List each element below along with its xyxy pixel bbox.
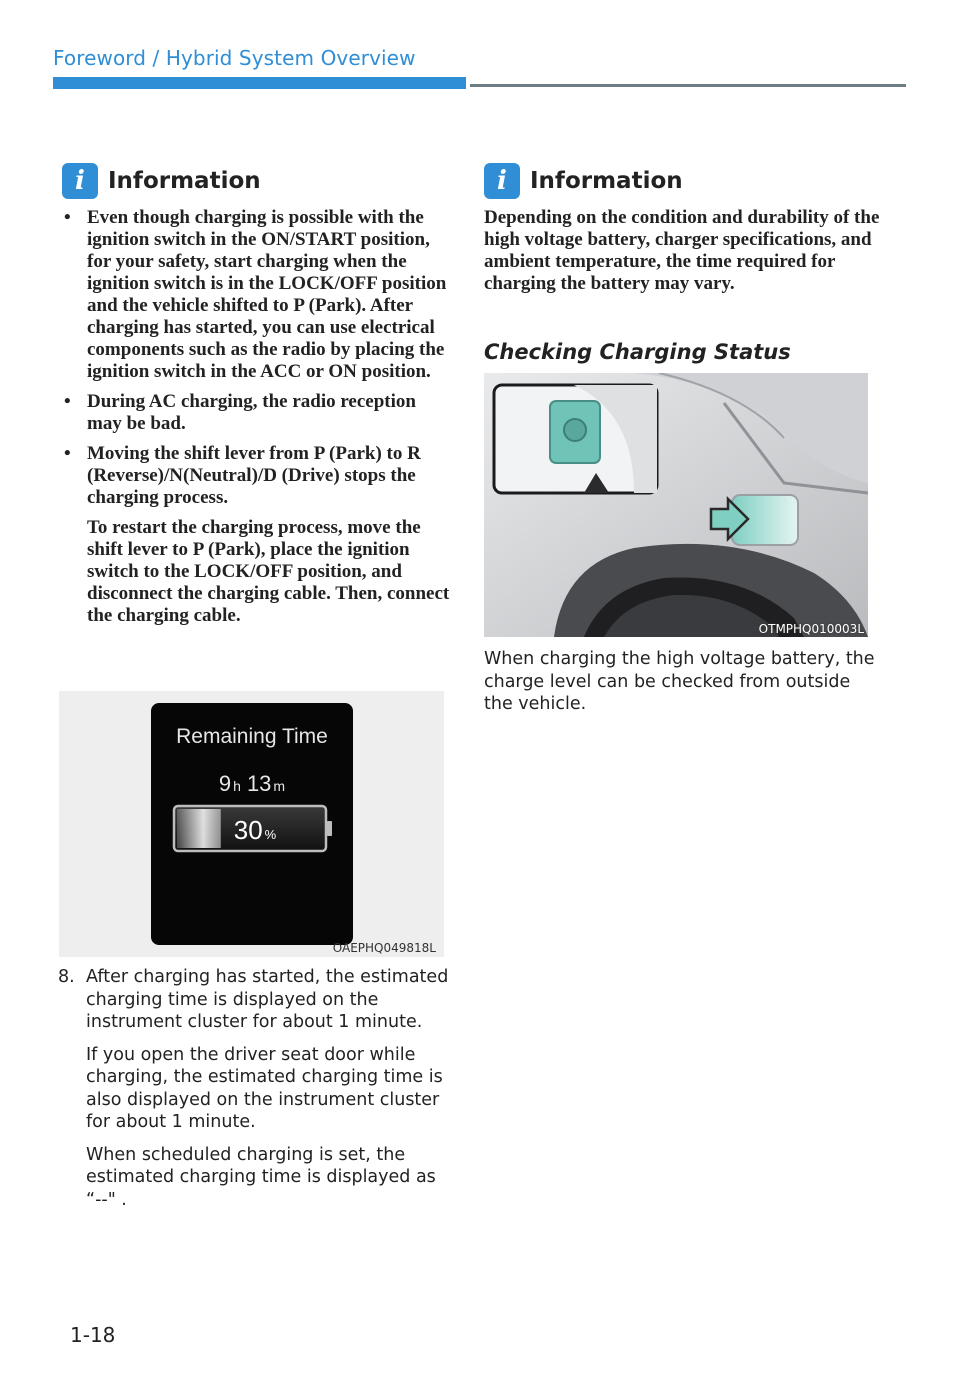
step-paragraph: If you open the driver seat door while charging, the estimated charging time is also displayed on the instrument cluster for about 1 minute. <box>86 1044 443 1132</box>
time-minutes-unit: m <box>273 778 286 794</box>
charging-port-figure <box>484 373 868 637</box>
figure-code: OTMPHQ010003L <box>758 622 864 636</box>
page-number: 1-18 <box>70 1323 116 1347</box>
charge-indicator-light <box>564 419 586 441</box>
step-paragraph: When scheduled charging is set, the estimated charging time is displayed as “--" . <box>86 1144 436 1210</box>
info-title-right: Information <box>530 168 683 194</box>
bullet-text: During AC charging, the radio reception may be bad. <box>87 391 416 434</box>
info-heading-left <box>62 163 261 199</box>
header-rule-gray <box>470 84 906 87</box>
time-hours: 9 <box>218 771 232 796</box>
bullet-text: Moving the shift lever from P (Park) to R (Reverse)/N(Neutral)/D (Drive) stops the charging process. <box>87 443 421 508</box>
battery-fill <box>177 809 221 848</box>
time-hours-unit: h <box>233 778 241 794</box>
information-icon: i <box>62 163 98 199</box>
header-title: Foreword / Hybrid System Overview <box>53 46 416 70</box>
figure-code: OAEPHQ049818L <box>332 941 436 955</box>
list-item <box>62 391 450 435</box>
list-item <box>62 207 450 383</box>
section-heading: Checking Charging Status <box>484 340 791 364</box>
info-title-left: Information <box>108 168 261 194</box>
bullet-marker: • <box>64 391 71 412</box>
cluster-heading: Remaining Time <box>176 725 328 748</box>
time-minutes: 13 <box>246 771 272 796</box>
instrument-cluster-figure <box>59 691 444 957</box>
battery-percent-value: 30 <box>233 815 263 845</box>
info-bullet-list <box>62 207 450 635</box>
bullet-marker: • <box>64 207 71 228</box>
info-text-right: Depending on the condition and durability of the high voltage battery, charger specifications, and ambient temperature, the time required for charging the battery may vary. <box>484 207 880 294</box>
info-heading-right <box>484 163 683 199</box>
cluster-illustration <box>59 691 444 957</box>
step-paragraph: After charging has started, the estimated charging time is displayed on the instrument cluster for about 1 minute. <box>86 967 449 1032</box>
battery-percent-unit: % <box>264 827 277 842</box>
section-body: When charging the high voltage battery, the charge level can be checked from outside the vehicle. <box>484 649 875 714</box>
step-8 <box>58 966 450 1211</box>
battery-terminal <box>327 821 332 836</box>
bullet-text-continued: To restart the charging process, move the shift lever to P (Park), place the ignition switch to the LOCK/OFF position, and disconnect the charging cable. Then, connect the charging cable. <box>87 517 450 626</box>
vehicle-illustration <box>484 373 868 637</box>
list-item <box>62 443 450 627</box>
bullet-text: Even though charging is possible with the ignition switch in the ON/START position, for your safety, start charging when the ignition switch is in the LOCK/OFF position and the vehicle shifted to P (Park). After charging has started, you can use electrical components such as the radio by placing the ignition switch in the ACC or ON position. <box>87 207 447 382</box>
bullet-marker: • <box>64 443 71 464</box>
information-icon: i <box>484 163 520 199</box>
step-number: 8. <box>58 967 75 987</box>
header-rule-blue <box>53 77 466 89</box>
